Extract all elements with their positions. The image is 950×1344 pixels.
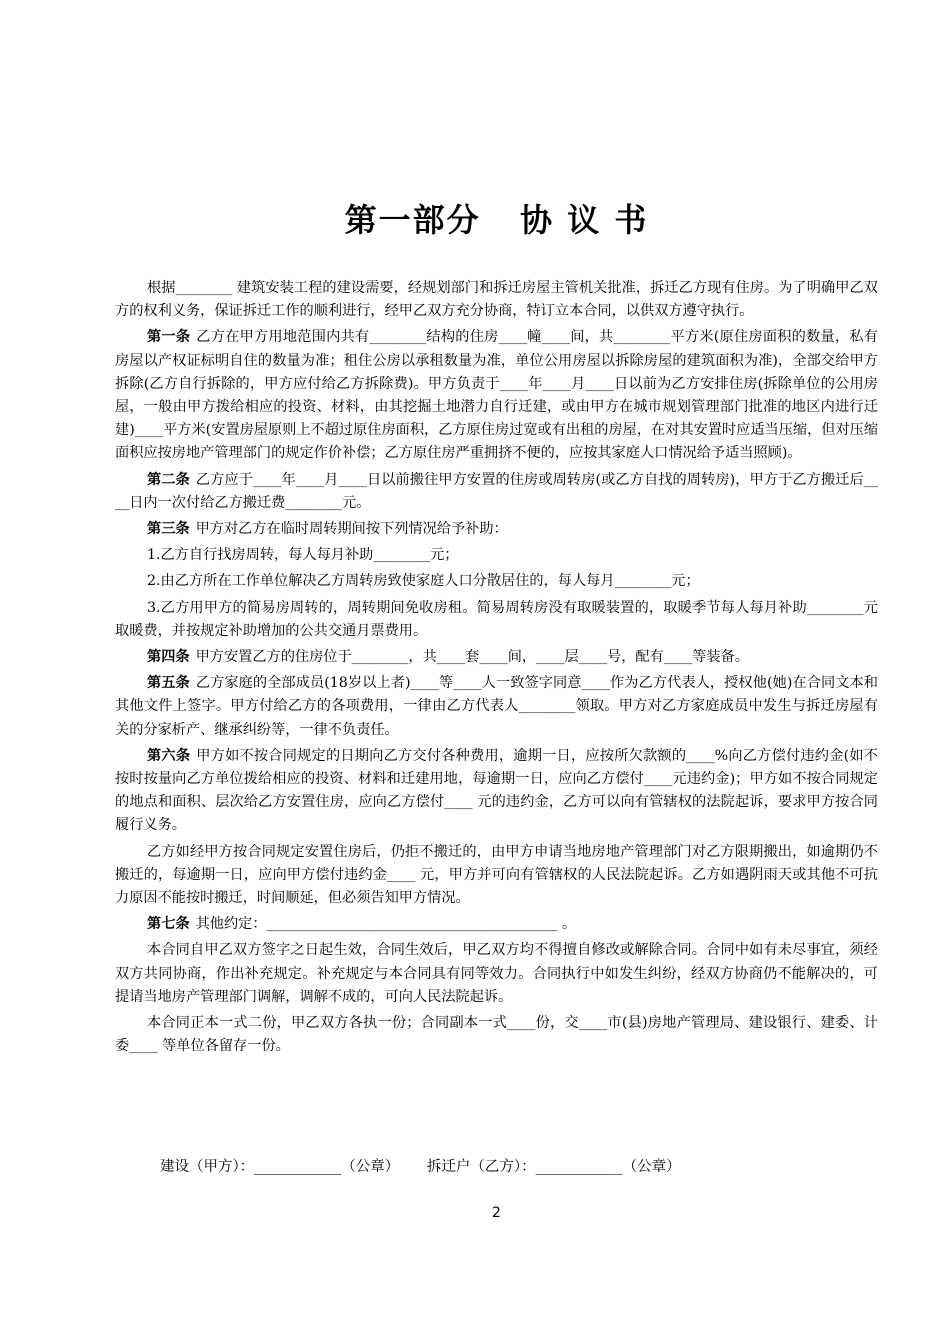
article-4 (115, 646, 878, 669)
document-title: 第一部分 协 议 书 (344, 201, 649, 239)
article-6-text: 甲方如不按合同规定的日期向乙方交付各种费用，逾期一日，应按所欠款额的____%向乙方偿付违约金(如不按时按量向乙方单位拨给相应的投资、材料和迁建用地，每逾期一日，应向乙方偿付____元违约金)；甲方如不按合同规定的地点和面积、层次给乙方安置住房，应向乙方偿付____ 元的违约金，乙方可以向有管辖权的法院起诉，要求甲方按合同履行义务。 (115, 747, 878, 834)
article-4-text: 甲方安置乙方的住房位于________，共____套____间，____层____号，配有____等装备。 (195, 649, 749, 666)
article-4-label: 第四条 (147, 649, 190, 666)
article-3-item-2: 2.由乙方所在工作单位解决乙方周转房致使家庭人口分散居住的，每人每月________元； (147, 573, 700, 590)
page-number: 2 (492, 1205, 501, 1221)
document-page (115, 0, 878, 1344)
article-6-label: 第六条 (147, 747, 191, 764)
signature-line: 建设（甲方）：____________（公章） 拆迁户（乙方）：____________（公章） (160, 1159, 681, 1175)
article-3-text: 甲方对乙方在临时周转期间按下列情况给予补助： (195, 521, 508, 538)
article-1-label: 第一条 (147, 329, 191, 346)
article-6 (115, 745, 878, 838)
article-1-text: 乙方在甲方用地范围内共有________结构的住房____幢____间，共________平方米(原住房面积的数量，私有房屋以产权证标明自住的数量为准；租住公房以承租数量为准，单位公用房屋以拆除房屋的建筑面积为准)，全部交给甲方拆除(乙方自行拆除的，甲方应付给乙方拆除费)。甲方负责于____年____月____日以前为乙方安排住房(拆除单位的公用房屋，一般由甲方拨给相应的投资、材料，由其挖掘土地潜力自行迁建，或由甲方在城市规划管理部门批准的地区内进行迁建)____平方米(安置房屋原则上不超过原住房面积，乙方原住房过宽或有出租的房屋，在对其安置时应适当压缩，但对压缩面积应按房地产管理部门的规定作价补偿；乙方原住房严重拥挤不便的，应按其家庭人口情况给予适当照顾)。 (115, 329, 879, 462)
article-3-item-1: 1.乙方自行找房周转，每人每月补助________元； (147, 547, 459, 564)
article-7-text: 其他约定：_________________________________________ 。 (195, 916, 577, 933)
article-2 (115, 469, 878, 515)
effective-clause: 本合同自甲乙双方签字之日起生效，合同生效后，甲乙双方均不得擅自修改或解除合同。合同中如有未尽事宜，须经双方共同协商，作出补充规定。补充规定与本合同具有同等效力。合同执行中如发生纠纷，经双方协商仍不能解决的，可提请当地房产管理部门调解，调解不成的，可向人民法院起诉。 (115, 942, 878, 1005)
article-1 (115, 326, 878, 465)
article-7 (115, 913, 878, 936)
preamble-paragraph: 根据________ 建筑安装工程的建设需要，经规划部门和拆迁房屋主管机关批准，拆迁乙方现有住房。为了明确甲乙双方的权利义务，保证拆迁工作的顺利进行，经甲乙双方充分协商，特订立本合同，以供双方遵守执行。 (115, 280, 878, 320)
article-7-label: 第七条 (147, 916, 190, 933)
article-2-text: 乙方应于____年____月____日以前搬往甲方安置的住房或周转房(或乙方自找的周转房)，甲方于乙方搬迁后____日内一次付给乙方搬迁费________元。 (115, 471, 878, 511)
copies-clause: 本合同正本一式二份，甲乙双方各执一份；合同副本一式____份，交____市(县)房地产管理局、建设银行、建委、计委____ 等单位各留存一份。 (115, 1015, 878, 1055)
article-5-text: 乙方家庭的全部成员(18岁以上者)____等____人一致签字同意____作为乙方代表人，授权他(她)在合同文本和其他文件上签字。甲方付给乙方的各项费用，一律由乙方代表人________领取。甲方对乙方家庭成员中发生与拆迁房屋有关的分家析产、继承纠纷等，一律不负责任。 (115, 675, 878, 738)
article-5 (115, 672, 878, 742)
document-body (115, 277, 878, 1062)
article-3-label: 第三条 (147, 521, 190, 538)
article-5-label: 第五条 (147, 675, 190, 692)
article-2-label: 第二条 (147, 471, 190, 488)
article-6-paragraph-2: 乙方如经甲方按合同规定安置住房后，仍拒不搬迁的，由甲方申请当地房地产管理部门对乙方限期搬出，如逾期仍不搬迁的，每逾期一日，应向甲方偿付违约金____ 元，甲方并可向有管辖权的人民法院起诉。乙方如遇阴雨天或其他不可抗力原因不能按时搬迁，时间顺延，但必须告知甲方情况。 (115, 843, 878, 907)
article-3-item-3: 3.乙方用甲方的简易房周转的，周转期间免收房租。简易周转房没有取暖装置的，取暖季节每人每月补助________元取暖费，并按规定补助增加的公共交通月票费用。 (115, 599, 878, 639)
article-3 (115, 518, 878, 541)
